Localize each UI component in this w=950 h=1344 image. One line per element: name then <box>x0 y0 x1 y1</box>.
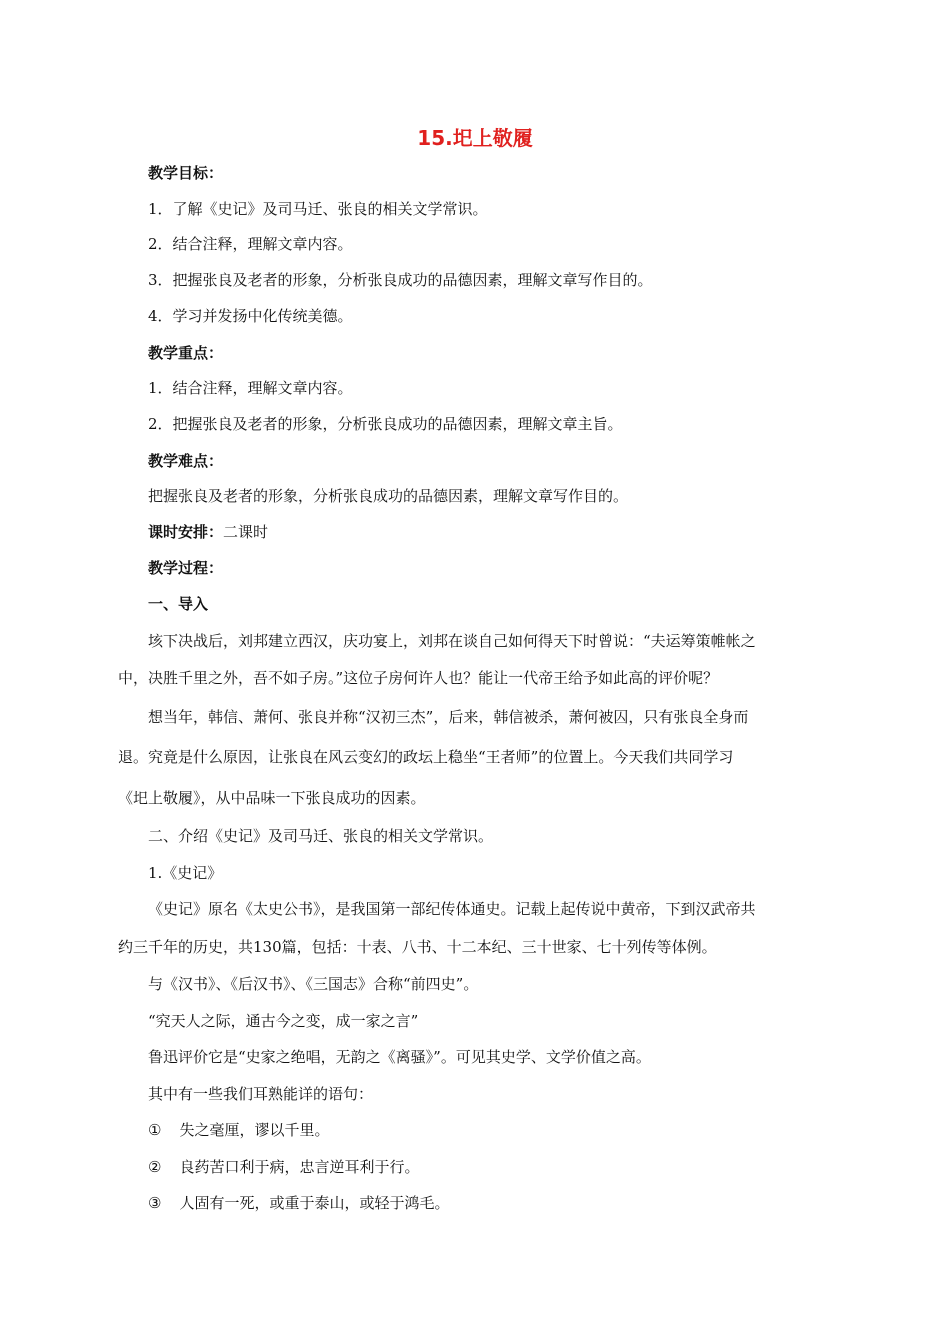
objectives-heading: 教学目标： <box>148 164 224 182</box>
saying-item <box>148 1119 329 1141</box>
key-point-item: 2．把握张良及老者的形象，分析张良成功的品德因素，理解文章主旨。 <box>148 415 623 433</box>
schedule-value: 二课时 <box>223 523 269 541</box>
intro-paragraph-1-cont: 中，决胜千里之外，吾不如子房。”这位子房何许人也？能让一代帝王给予如此高的评价呢？ <box>118 669 719 687</box>
intro-paragraph-2: 想当年，韩信、萧何、张良并称“汉初三杰”，后来，韩信被杀，萧何被囚，只有张良全身而 <box>148 708 749 726</box>
key-point-item: 1．结合注释，理解文章内容。 <box>148 379 353 397</box>
saying-item <box>148 1192 449 1214</box>
saying-item <box>148 1156 419 1178</box>
page-title: 15.圯上敬履 <box>417 126 533 150</box>
intro-heading: 一、导入 <box>148 595 209 613</box>
shiji-paragraph-5: 其中有一些我们耳熟能详的语句： <box>148 1085 374 1103</box>
key-points-heading: 教学重点： <box>148 344 224 362</box>
shiji-heading: 1.《史记》 <box>148 864 223 882</box>
difficulties-text: 把握张良及老者的形象，分析张良成功的品德因素，理解文章写作目的。 <box>148 487 629 505</box>
shiji-paragraph-3: “究天人之际，通古今之变，成一家之言” <box>148 1012 419 1030</box>
saying-text: 人固有一死，或重于泰山，或轻于鸿毛。 <box>179 1194 450 1212</box>
objective-item: 2．结合注释，理解文章内容。 <box>148 235 353 253</box>
saying-number: ① <box>148 1121 162 1139</box>
shiji-paragraph-1-cont: 约三千年的历史，共130篇，包括：十表、八书、十二本纪、三十世家、七十列传等体例。 <box>118 938 717 956</box>
saying-number: ③ <box>148 1194 162 1212</box>
intro-paragraph-2-cont: 《圯上敬履》，从中品味一下张良成功的因素。 <box>118 789 426 807</box>
section-2-heading: 二、介绍《史记》及司马迁、张良的相关文学常识。 <box>148 827 494 845</box>
saying-text: 良药苦口利于病，忠言逆耳利于行。 <box>179 1158 420 1176</box>
shiji-paragraph-1: 《史记》原名《太史公书》，是我国第一部纪传体通史。记载上起传说中黄帝，下到汉武帝共 <box>148 900 756 918</box>
shiji-paragraph-2: 与《汉书》、《后汉书》、《三国志》合称“前四史”。 <box>148 975 479 993</box>
objective-item: 3．把握张良及老者的形象，分析张良成功的品德因素，理解文章写作目的。 <box>148 271 653 289</box>
intro-paragraph-1: 垓下决战后，刘邦建立西汉，庆功宴上，刘邦在谈自己如何得天下时曾说：“夫运筹策帷帐之 <box>148 632 756 650</box>
schedule-line <box>148 521 268 543</box>
process-heading: 教学过程： <box>148 559 224 577</box>
objective-item: 1．了解《史记》及司马迁、张良的相关文学常识。 <box>148 200 488 218</box>
schedule-label: 课时安排： <box>148 523 224 541</box>
difficulties-heading: 教学难点： <box>148 452 224 470</box>
intro-paragraph-2-cont: 退。究竟是什么原因，让张良在风云变幻的政坛上稳坐“王者师”的位置上。今天我们共同学习 <box>118 748 734 766</box>
shiji-paragraph-4: 鲁迅评价它是“史家之绝唱，无韵之《离骚》”。可见其史学、文学价值之高。 <box>148 1048 651 1066</box>
saying-number: ② <box>148 1158 162 1176</box>
saying-text: 失之毫厘，谬以千里。 <box>179 1121 330 1139</box>
objective-item: 4．学习并发扬中化传统美德。 <box>148 307 353 325</box>
